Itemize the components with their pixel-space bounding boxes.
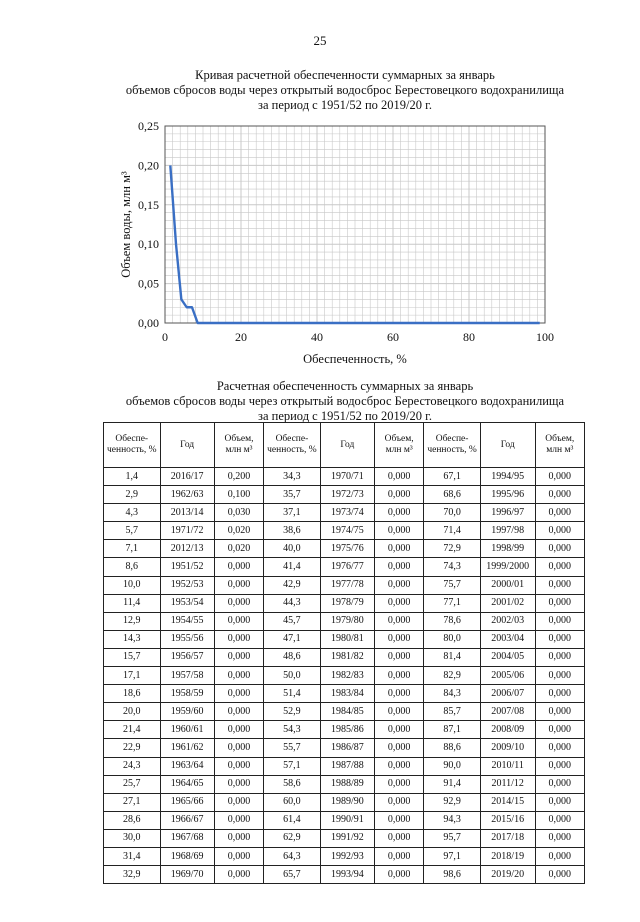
cell-volume: 0,000 (214, 576, 263, 594)
x-tick-label: 100 (536, 330, 554, 344)
cell-volume: 0,000 (374, 757, 423, 775)
cell-volume: 0,000 (535, 540, 584, 558)
table-row (104, 847, 585, 865)
cell-volume: 0,000 (214, 775, 263, 793)
cell-year: 1999/2000 (480, 558, 535, 576)
cell-volume: 0,000 (535, 630, 584, 648)
y-tick-label: 0,15 (138, 197, 159, 212)
cell-probability: 25,7 (104, 775, 161, 793)
cell-year: 2001/02 (480, 594, 535, 612)
cell-year: 2013/14 (160, 504, 214, 522)
cell-probability: 32,9 (104, 866, 161, 884)
cell-probability: 74,3 (424, 558, 481, 576)
cell-year: 1961/62 (160, 739, 214, 757)
table-title-line: за период с 1951/52 по 2019/20 г. (258, 409, 432, 423)
cell-probability: 15,7 (104, 648, 161, 666)
cell-year: 2011/12 (480, 775, 535, 793)
cell-probability: 51,4 (264, 685, 321, 703)
cell-volume: 0,000 (374, 504, 423, 522)
cell-year: 2010/11 (480, 757, 535, 775)
cell-volume: 0,000 (535, 721, 584, 739)
cell-probability: 92,9 (424, 793, 481, 811)
table-row (104, 667, 585, 685)
cell-year: 1966/67 (160, 811, 214, 829)
cell-year: 1985/86 (320, 721, 374, 739)
cell-probability: 45,7 (264, 612, 321, 630)
x-axis-label: Обеспеченность, % (303, 352, 407, 366)
chart-title-line: за период с 1951/52 по 2019/20 г. (258, 98, 432, 112)
cell-volume: 0,000 (535, 703, 584, 721)
cell-year: 2000/01 (480, 576, 535, 594)
cell-year: 1979/80 (320, 612, 374, 630)
cell-probability: 72,9 (424, 540, 481, 558)
cell-volume: 0,100 (214, 486, 263, 504)
cell-year: 1990/91 (320, 811, 374, 829)
table-row (104, 811, 585, 829)
cell-year: 1953/54 (160, 594, 214, 612)
table-row (104, 866, 585, 884)
cell-volume: 0,000 (374, 594, 423, 612)
cell-volume: 0,000 (214, 612, 263, 630)
cell-year: 1980/81 (320, 630, 374, 648)
cell-probability: 85,7 (424, 703, 481, 721)
cell-year: 1974/75 (320, 522, 374, 540)
cell-volume: 0,000 (535, 811, 584, 829)
cell-year: 1986/87 (320, 739, 374, 757)
cell-probability: 12,9 (104, 612, 161, 630)
cell-probability: 67,1 (424, 468, 481, 486)
table-row (104, 739, 585, 757)
cell-probability: 71,4 (424, 522, 481, 540)
probability-table (103, 422, 585, 884)
header-volume: Объем, млн м³ (214, 423, 263, 468)
cell-year: 1963/64 (160, 757, 214, 775)
cell-volume: 0,000 (214, 667, 263, 685)
cell-year: 1998/99 (480, 540, 535, 558)
cell-volume: 0,030 (214, 504, 263, 522)
cell-volume: 0,000 (374, 811, 423, 829)
cell-probability: 20,0 (104, 703, 161, 721)
cell-year: 1983/84 (320, 685, 374, 703)
cell-year: 2006/07 (480, 685, 535, 703)
cell-probability: 61,4 (264, 811, 321, 829)
cell-probability: 62,9 (264, 829, 321, 847)
header-volume: Объем, млн м³ (535, 423, 584, 468)
cell-volume: 0,000 (535, 667, 584, 685)
cell-year: 1992/93 (320, 847, 374, 865)
cell-year: 1996/97 (480, 504, 535, 522)
cell-volume: 0,000 (214, 757, 263, 775)
cell-volume: 0,000 (374, 847, 423, 865)
cell-probability: 65,7 (264, 866, 321, 884)
cell-volume: 0,000 (374, 829, 423, 847)
cell-year: 1987/88 (320, 757, 374, 775)
cell-volume: 0,000 (214, 648, 263, 666)
cell-volume: 0,000 (374, 630, 423, 648)
cell-volume: 0,000 (535, 468, 584, 486)
y-axis-label: Объем воды, млн м³ (119, 171, 133, 278)
cell-volume: 0,000 (374, 775, 423, 793)
y-tick-label: 0,05 (138, 276, 159, 291)
header-year: Год (160, 423, 214, 468)
cell-year: 1993/94 (320, 866, 374, 884)
cell-volume: 0,000 (535, 486, 584, 504)
header-probability: Обеспе-ченность, % (264, 423, 321, 468)
cell-probability: 28,6 (104, 811, 161, 829)
cell-probability: 50,0 (264, 667, 321, 685)
cell-year: 1957/58 (160, 667, 214, 685)
cell-volume: 0,000 (214, 703, 263, 721)
cell-year: 1967/68 (160, 829, 214, 847)
table-row (104, 576, 585, 594)
cell-volume: 0,000 (535, 739, 584, 757)
table-row (104, 594, 585, 612)
cell-probability: 57,1 (264, 757, 321, 775)
cell-year: 1973/74 (320, 504, 374, 522)
y-tick-label: 0,00 (138, 316, 159, 330)
cell-volume: 0,000 (535, 612, 584, 630)
cell-year: 1971/72 (160, 522, 214, 540)
cell-probability: 40,0 (264, 540, 321, 558)
header-year: Год (480, 423, 535, 468)
cell-probability: 18,6 (104, 685, 161, 703)
chart-title-line: Кривая расчетной обеспеченности суммарных за январь (195, 68, 495, 82)
table-title-line: Расчетная обеспеченность суммарных за январь (216, 379, 474, 393)
cell-volume: 0,000 (374, 685, 423, 703)
cell-probability: 97,1 (424, 847, 481, 865)
cell-probability: 27,1 (104, 793, 161, 811)
cell-year: 2019/20 (480, 866, 535, 884)
cell-probability: 54,3 (264, 721, 321, 739)
cell-volume: 0,000 (374, 866, 423, 884)
table-row (104, 721, 585, 739)
cell-volume: 0,000 (214, 558, 263, 576)
cell-probability: 82,9 (424, 667, 481, 685)
cell-volume: 0,000 (374, 721, 423, 739)
table-row (104, 685, 585, 703)
x-tick-label: 20 (235, 330, 247, 344)
cell-year: 2004/05 (480, 648, 535, 666)
cell-year: 1960/61 (160, 721, 214, 739)
x-tick-label: 0 (162, 330, 168, 344)
cell-year: 2018/19 (480, 847, 535, 865)
table-row (104, 793, 585, 811)
cell-volume: 0,000 (214, 594, 263, 612)
cell-year: 1955/56 (160, 630, 214, 648)
cell-year: 2009/10 (480, 739, 535, 757)
cell-year: 1968/69 (160, 847, 214, 865)
cell-volume: 0,000 (374, 576, 423, 594)
y-tick-label: 0,25 (138, 119, 159, 133)
cell-year: 1952/53 (160, 576, 214, 594)
cell-probability: 88,6 (424, 739, 481, 757)
header-volume: Объем, млн м³ (374, 423, 423, 468)
cell-probability: 24,3 (104, 757, 161, 775)
probability-curve-chart (110, 116, 570, 366)
cell-volume: 0,000 (535, 685, 584, 703)
cell-probability: 58,6 (264, 775, 321, 793)
cell-probability: 77,1 (424, 594, 481, 612)
cell-probability: 47,1 (264, 630, 321, 648)
cell-probability: 52,9 (264, 703, 321, 721)
header-probability: Обеспе-ченность, % (104, 423, 161, 468)
cell-probability: 7,1 (104, 540, 161, 558)
cell-year: 1970/71 (320, 468, 374, 486)
cell-volume: 0,000 (535, 648, 584, 666)
cell-year: 1951/52 (160, 558, 214, 576)
cell-probability: 34,3 (264, 468, 321, 486)
cell-volume: 0,000 (374, 540, 423, 558)
cell-year: 1962/63 (160, 486, 214, 504)
cell-probability: 11,4 (104, 594, 161, 612)
cell-volume: 0,000 (374, 558, 423, 576)
cell-probability: 31,4 (104, 847, 161, 865)
cell-year: 2017/18 (480, 829, 535, 847)
cell-probability: 1,4 (104, 468, 161, 486)
table-body (104, 468, 585, 884)
cell-year: 1988/89 (320, 775, 374, 793)
cell-volume: 0,000 (535, 793, 584, 811)
cell-year: 2003/04 (480, 630, 535, 648)
y-tick-label: 0,10 (138, 237, 159, 252)
cell-probability: 84,3 (424, 685, 481, 703)
cell-probability: 81,4 (424, 648, 481, 666)
cell-year: 2016/17 (160, 468, 214, 486)
cell-volume: 0,000 (535, 576, 584, 594)
y-tick-label: 0,20 (138, 158, 159, 173)
chart-title-line: объемов сбросов воды через открытый водосброс Берестовецкого водохранилища (125, 83, 565, 97)
cell-probability: 2,9 (104, 486, 161, 504)
cell-volume: 0,000 (214, 829, 263, 847)
cell-volume: 0,000 (535, 757, 584, 775)
cell-volume: 0,000 (535, 829, 584, 847)
cell-volume: 0,000 (374, 486, 423, 504)
table-row (104, 775, 585, 793)
cell-probability: 75,7 (424, 576, 481, 594)
cell-probability: 8,6 (104, 558, 161, 576)
table-row (104, 648, 585, 666)
cell-year: 1954/55 (160, 612, 214, 630)
cell-volume: 0,000 (374, 612, 423, 630)
cell-year: 1981/82 (320, 648, 374, 666)
cell-volume: 0,000 (535, 558, 584, 576)
cell-probability: 91,4 (424, 775, 481, 793)
cell-probability: 37,1 (264, 504, 321, 522)
cell-year: 1969/70 (160, 866, 214, 884)
table-row (104, 504, 585, 522)
cell-probability: 64,3 (264, 847, 321, 865)
table-row (104, 486, 585, 504)
cell-year: 1982/83 (320, 667, 374, 685)
cell-probability: 17,1 (104, 667, 161, 685)
cell-probability: 68,6 (424, 486, 481, 504)
cell-year: 1977/78 (320, 576, 374, 594)
cell-probability: 90,0 (424, 757, 481, 775)
header-year: Год (320, 423, 374, 468)
cell-probability: 44,3 (264, 594, 321, 612)
cell-volume: 0,000 (535, 866, 584, 884)
header-probability: Обеспе-ченность, % (424, 423, 481, 468)
cell-probability: 60,0 (264, 793, 321, 811)
cell-year: 1989/90 (320, 793, 374, 811)
cell-probability: 42,9 (264, 576, 321, 594)
cell-volume: 0,000 (214, 721, 263, 739)
cell-probability: 55,7 (264, 739, 321, 757)
cell-probability: 10,0 (104, 576, 161, 594)
cell-probability: 87,1 (424, 721, 481, 739)
cell-volume: 0,000 (374, 739, 423, 757)
cell-volume: 0,000 (374, 667, 423, 685)
cell-probability: 21,4 (104, 721, 161, 739)
cell-volume: 0,000 (214, 793, 263, 811)
cell-probability: 14,3 (104, 630, 161, 648)
cell-year: 1975/76 (320, 540, 374, 558)
cell-year: 1976/77 (320, 558, 374, 576)
cell-year: 1956/57 (160, 648, 214, 666)
table-row (104, 703, 585, 721)
x-tick-label: 40 (311, 330, 323, 344)
cell-year: 1984/85 (320, 703, 374, 721)
table-row (104, 612, 585, 630)
cell-volume: 0,000 (535, 522, 584, 540)
cell-volume: 0,000 (214, 685, 263, 703)
x-tick-label: 60 (387, 330, 399, 344)
cell-volume: 0,000 (214, 866, 263, 884)
cell-probability: 98,6 (424, 866, 481, 884)
cell-year: 2012/13 (160, 540, 214, 558)
x-tick-label: 80 (463, 330, 475, 344)
cell-year: 1959/60 (160, 703, 214, 721)
cell-volume: 0,200 (214, 468, 263, 486)
table-row (104, 558, 585, 576)
cell-probability: 78,6 (424, 612, 481, 630)
cell-volume: 0,000 (535, 847, 584, 865)
cell-year: 1964/65 (160, 775, 214, 793)
cell-probability: 70,0 (424, 504, 481, 522)
cell-probability: 38,6 (264, 522, 321, 540)
cell-probability: 80,0 (424, 630, 481, 648)
cell-volume: 0,000 (374, 703, 423, 721)
cell-year: 2005/06 (480, 667, 535, 685)
cell-volume: 0,020 (214, 540, 263, 558)
cell-volume: 0,020 (214, 522, 263, 540)
cell-volume: 0,000 (374, 468, 423, 486)
table-row (104, 540, 585, 558)
table-row (104, 468, 585, 486)
cell-volume: 0,000 (214, 739, 263, 757)
cell-probability: 22,9 (104, 739, 161, 757)
cell-volume: 0,000 (535, 504, 584, 522)
cell-volume: 0,000 (214, 630, 263, 648)
cell-volume: 0,000 (374, 793, 423, 811)
cell-year: 2007/08 (480, 703, 535, 721)
cell-probability: 41,4 (264, 558, 321, 576)
cell-volume: 0,000 (214, 811, 263, 829)
table-row (104, 630, 585, 648)
table-title-line: объемов сбросов воды через открытый водосброс Берестовецкого водохранилища (125, 394, 565, 408)
cell-volume: 0,000 (214, 847, 263, 865)
table-title (80, 379, 610, 424)
cell-probability: 48,6 (264, 648, 321, 666)
page-number: 25 (313, 33, 327, 48)
cell-year: 1991/92 (320, 829, 374, 847)
cell-probability: 95,7 (424, 829, 481, 847)
table-row (104, 522, 585, 540)
cell-year: 2008/09 (480, 721, 535, 739)
cell-year: 2002/03 (480, 612, 535, 630)
table-row (104, 757, 585, 775)
cell-probability: 30,0 (104, 829, 161, 847)
table-row (104, 829, 585, 847)
cell-probability: 4,3 (104, 504, 161, 522)
cell-year: 1978/79 (320, 594, 374, 612)
cell-volume: 0,000 (374, 522, 423, 540)
cell-year: 1997/98 (480, 522, 535, 540)
cell-year: 2015/16 (480, 811, 535, 829)
cell-year: 1995/96 (480, 486, 535, 504)
cell-year: 1994/95 (480, 468, 535, 486)
cell-volume: 0,000 (535, 594, 584, 612)
cell-year: 1972/73 (320, 486, 374, 504)
cell-probability: 5,7 (104, 522, 161, 540)
cell-year: 1958/59 (160, 685, 214, 703)
cell-year: 1965/66 (160, 793, 214, 811)
chart-title (80, 68, 610, 113)
cell-probability: 94,3 (424, 811, 481, 829)
cell-year: 2014/15 (480, 793, 535, 811)
table-header-row (104, 423, 585, 468)
cell-volume: 0,000 (374, 648, 423, 666)
cell-probability: 35,7 (264, 486, 321, 504)
cell-volume: 0,000 (535, 775, 584, 793)
